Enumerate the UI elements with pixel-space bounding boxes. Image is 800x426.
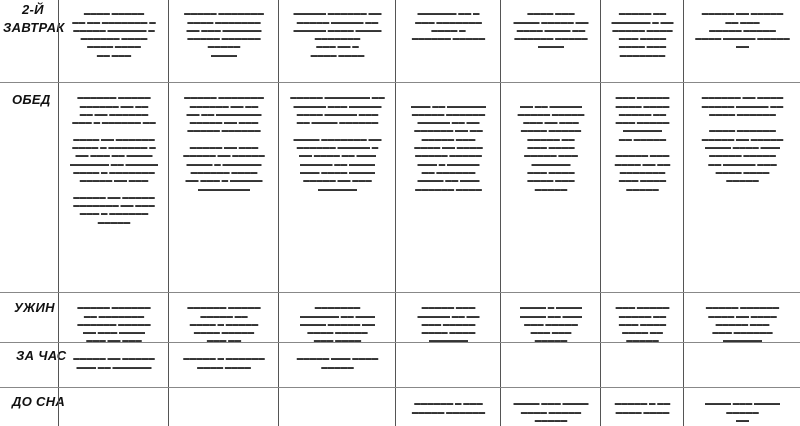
row-divider: [0, 292, 800, 293]
meal-label-breakfast: ЗАВТРАК: [3, 20, 65, 35]
day-label: 2-Й: [22, 2, 44, 17]
column-divider: [395, 0, 396, 426]
column-divider: [278, 0, 279, 426]
illegible-menu-text: ▬▬▬▬▬▬ ▬ ▬▬▬ ▬▬▬▬▬ ▬▬▬▬▬▬: [411, 400, 486, 416]
row-divider: [0, 387, 800, 388]
illegible-menu-text: ▬▬▬▬▬ ▬▬ ▬▬▬▬▬ ▬▬▬ ▬▬ ▬▬▬▬▬▬: [73, 355, 155, 371]
illegible-menu-text: ▬▬▬▬▬▬ ▬▬▬▬▬ ▬▬▬▬▬▬ ▬▬ ▬▬ ▬▬ ▬▬ ▬▬▬▬▬▬ ▬▬▬ ▬ ▬▬▬▬▬▬ ▬▬ ▬▬▬▬ ▬▬ ▬▬▬▬▬▬ ▬▬▬▬ ▬ ▬▬▬▬▬▬ ▬ ▬▬ ▬▬▬ ▬▬ ▬▬▬▬ ▬▬▬▬▬▬ ▬▬ ▬▬▬▬▬ ▬▬▬▬ ▬ ▬▬▬▬▬▬▬ ▬▬▬▬▬ ▬▬ ▬▬▬ ▬▬▬▬▬ ▬▬ ▬▬▬▬▬ ▬▬▬▬▬▬▬ ▬▬ ▬▬▬ ▬▬▬ ▬ ▬▬▬▬▬▬ ▬▬▬▬▬: [69, 94, 159, 226]
illegible-menu-text: ▬▬▬ ▬▬ ▬▬▬▬▬▬ ▬▬▬▬▬ ▬▬▬▬▬▬ ▬▬▬▬▬ ▬▬ ▬▬ ▬▬▬▬▬▬ ▬▬ ▬▬ ▬▬▬▬▬ ▬▬▬ ▬▬▬▬ ▬▬ ▬▬▬▬ ▬▬▬▬▬ ▬▬▬▬▬ ▬▬▬ ▬ ▬▬▬▬▬ ▬▬ ▬▬▬▬▬▬ ▬▬▬▬ ▬▬ ▬▬▬ ▬▬▬▬▬▬ ▬▬▬▬: [410, 102, 487, 193]
illegible-menu-text: ▬▬▬▬ ▬▬▬ ▬▬▬▬ ▬▬▬▬▬ ▬▬: [704, 400, 781, 424]
illegible-menu-text: ▬▬▬▬ ▬▬▬ ▬▬▬▬ ▬▬▬▬▬ ▬▬ ▬▬▬▬ ▬▬▬▬ ▬▬ ▬▬▬▬▬▬ ▬▬▬▬▬ ▬▬▬▬: [513, 10, 589, 51]
meal-label-lunch: ОБЕД: [12, 92, 51, 107]
meal-label-bedtime: ДО СНА: [12, 394, 66, 409]
column-divider: [500, 0, 501, 426]
illegible-menu-text: ▬▬▬▬▬▬ ▬▬ ▬ ▬▬▬ ▬▬▬▬▬▬▬ ▬▬▬▬ ▬ ▬▬▬▬▬▬ ▬▬▬▬▬: [411, 10, 486, 43]
illegible-menu-text: ▬▬▬▬▬ ▬▬ ▬▬▬▬▬ ▬▬ ▬▬▬ ▬▬▬▬▬ ▬▬▬▬▬ ▬▬▬▬ ▬▬▬▬▬ ▬▬▬▬▬ ▬▬: [695, 10, 790, 51]
illegible-menu-text: ▬▬▬▬▬ ▬▬ ▬▬▬▬▬▬ ▬ ▬▬ ▬▬▬▬▬ ▬▬▬▬ ▬▬▬ ▬▬▬▬ ▬▬▬▬ ▬▬▬ ▬▬▬▬▬▬▬: [611, 10, 674, 59]
illegible-menu-text: ▬▬▬▬▬ ▬▬▬ ▬▬▬▬ ▬▬▬▬▬: [296, 355, 379, 371]
illegible-menu-text: ▬▬▬▬▬ ▬ ▬▬▬▬▬▬ ▬▬▬▬ ▬▬▬▬: [183, 355, 265, 371]
illegible-menu-text: ▬▬▬▬▬ ▬▬▬▬▬▬▬ ▬▬ ▬▬▬▬▬ ▬▬▬ ▬▬▬▬▬ ▬▬▬▬ ▬▬▬▬▬ ▬▬▬ ▬▬ ▬▬▬▬ ▬▬▬▬▬▬ ▬▬▬▬ ▬▬▬▬▬▬▬ ▬▬ ▬▬▬▬▬▬ ▬▬▬▬▬ ▬ ▬▬ ▬▬▬▬ ▬▬ ▬▬▬ ▬▬▬▬▬ ▬▬ ▬▬▬▬ ▬▬▬ ▬▬▬▬ ▬▬▬▬ ▬▬▬▬▬ ▬▬ ▬▬▬ ▬▬▬▬▬▬: [290, 94, 385, 193]
illegible-menu-text: ▬▬▬▬ ▬▬▬▬▬ ▬▬ ▬▬ ▬▬▬▬▬▬▬ ▬ ▬▬▬▬▬ ▬▬▬▬▬▬ ▬ ▬▬▬▬▬▬ ▬▬▬▬ ▬▬▬▬ ▬▬▬▬ ▬▬ ▬▬▬: [72, 10, 156, 59]
column-divider: [168, 0, 169, 426]
illegible-menu-text: ▬▬▬▬▬ ▬▬▬▬▬▬▬ ▬▬▬▬▬▬ ▬▬ ▬▬ ▬▬ ▬▬ ▬▬▬▬▬▬▬ ▬▬▬▬▬ ▬▬ ▬▬▬ ▬▬▬▬▬ ▬▬▬▬▬▬ ▬▬▬▬▬ ▬▬ ▬▬▬ ▬▬▬▬▬ ▬▬ ▬▬▬▬▬ ▬▬▬▬ ▬ ▬▬▬▬▬▬ ▬▬▬▬▬▬ ▬▬▬▬ ▬▬ ▬▬▬ ▬ ▬▬▬▬▬ ▬▬▬▬▬▬▬▬: [183, 94, 265, 193]
illegible-menu-text: ▬▬▬▬ ▬ ▬▬▬▬ ▬▬▬▬ ▬▬ ▬▬▬ ▬▬▬ ▬▬▬▬▬ ▬▬▬ ▬▬▬ ▬▬▬▬▬: [519, 304, 583, 345]
column-divider: [600, 0, 601, 426]
illegible-menu-text: ▬▬▬ ▬▬▬▬▬ ▬▬▬▬▬ ▬▬ ▬▬▬ ▬▬▬▬ ▬▬▬▬ ▬▬ ▬▬▬▬▬: [615, 304, 670, 345]
meal-label-snack: ЗА ЧАС: [16, 348, 67, 363]
row-divider: [0, 82, 800, 83]
illegible-menu-text: ▬▬▬▬ ▬▬▬ ▬▬▬▬ ▬▬▬▬ ▬▬▬▬▬ ▬▬▬▬▬: [513, 400, 589, 424]
meal-label-dinner: УЖИН: [14, 300, 55, 315]
illegible-menu-text: ▬▬ ▬▬ ▬▬▬▬▬ ▬▬▬▬▬ ▬▬▬▬▬ ▬▬▬ ▬▬ ▬▬▬ ▬▬▬▬ ▬▬▬▬▬ ▬▬▬▬▬ ▬▬ ▬▬▬ ▬▬▬▬ ▬▬▬▬▬ ▬▬▬ ▬▬▬▬▬▬ ▬▬▬ ▬▬▬▬ ▬▬▬▬ ▬▬▬ ▬▬▬▬▬: [517, 102, 585, 193]
illegible-menu-text: ▬▬▬▬▬▬▬ ▬▬▬▬▬▬ ▬▬ ▬▬▬ ▬▬▬▬ ▬▬▬▬▬ ▬▬ ▬▬▬▬ ▬▬▬▬▬ ▬▬▬ ▬▬▬▬: [299, 304, 376, 345]
column-divider: [58, 0, 59, 426]
illegible-menu-text: ▬▬▬▬▬ ▬▬▬▬▬▬▬ ▬▬▬▬ ▬▬▬▬▬▬▬ ▬▬ ▬▬▬ ▬▬▬▬▬▬ ▬▬▬▬▬ ▬▬▬▬▬▬ ▬▬▬▬▬ ▬▬▬▬: [184, 10, 264, 59]
illegible-menu-text: ▬▬▬▬▬ ▬▬▬▬▬▬ ▬▬ ▬▬▬▬▬▬▬ ▬▬▬▬▬▬ ▬▬▬▬▬ ▬▬ ▬▬▬ ▬▬▬▬ ▬▬▬ ▬▬ ▬▬▬: [77, 304, 151, 345]
illegible-menu-text: ▬▬▬▬▬ ▬▬▬ ▬▬▬▬▬ ▬▬ ▬▬ ▬▬▬ ▬▬▬▬▬ ▬▬▬▬ ▬▬▬▬ ▬▬▬▬▬▬: [417, 304, 480, 345]
column-divider: [683, 0, 684, 426]
illegible-menu-text: ▬▬▬▬▬ ▬▬▬▬▬▬ ▬▬ ▬▬▬▬▬ ▬▬▬▬▬ ▬▬ ▬▬▬▬▬ ▬▬▬▬ ▬▬▬▬ ▬▬▬▬▬▬▬ ▬▬▬ ▬▬ ▬ ▬▬▬▬ ▬▬▬▬: [293, 10, 382, 59]
illegible-menu-text: ▬▬▬▬▬▬ ▬▬▬▬▬ ▬▬▬▬▬ ▬▬ ▬▬▬▬ ▬ ▬▬▬▬▬ ▬▬▬▬ ▬▬▬▬▬ ▬▬▬ ▬▬: [187, 304, 261, 345]
illegible-menu-text: ▬▬▬▬▬ ▬▬▬▬▬▬ ▬▬▬▬ ▬▬ ▬▬▬▬ ▬▬▬▬▬ ▬▬▬ ▬▬▬ ▬▬▬▬▬▬ ▬▬▬▬▬▬: [705, 304, 780, 345]
illegible-menu-text: ▬▬▬▬▬ ▬ ▬▬ ▬▬▬▬ ▬▬▬▬: [614, 400, 671, 416]
illegible-menu-text: ▬▬▬ ▬▬▬▬▬ ▬▬▬▬ ▬▬▬▬ ▬▬▬▬▬ ▬▬ ▬▬▬ ▬▬▬▬▬ ▬▬▬▬▬▬ ▬▬ ▬▬▬▬▬ ▬▬▬▬▬ ▬▬▬ ▬▬▬▬ ▬▬ ▬▬ ▬▬▬▬▬▬▬ ▬▬▬ ▬▬▬▬ ▬▬▬▬▬: [614, 94, 671, 193]
illegible-menu-text: ▬▬▬▬▬▬ ▬▬ ▬▬▬▬ ▬▬▬▬▬ ▬▬▬▬▬ ▬▬ ▬▬▬▬ ▬▬▬▬▬▬ ▬▬▬▬ ▬▬▬▬▬▬ ▬▬▬▬▬ ▬▬ ▬▬▬▬▬ ▬▬▬▬ ▬▬▬▬ ▬▬▬ ▬▬▬▬▬ ▬▬▬▬▬ ▬▬ ▬▬▬▬▬ ▬▬▬ ▬▬▬▬ ▬▬▬▬ ▬▬▬▬▬: [701, 94, 784, 185]
